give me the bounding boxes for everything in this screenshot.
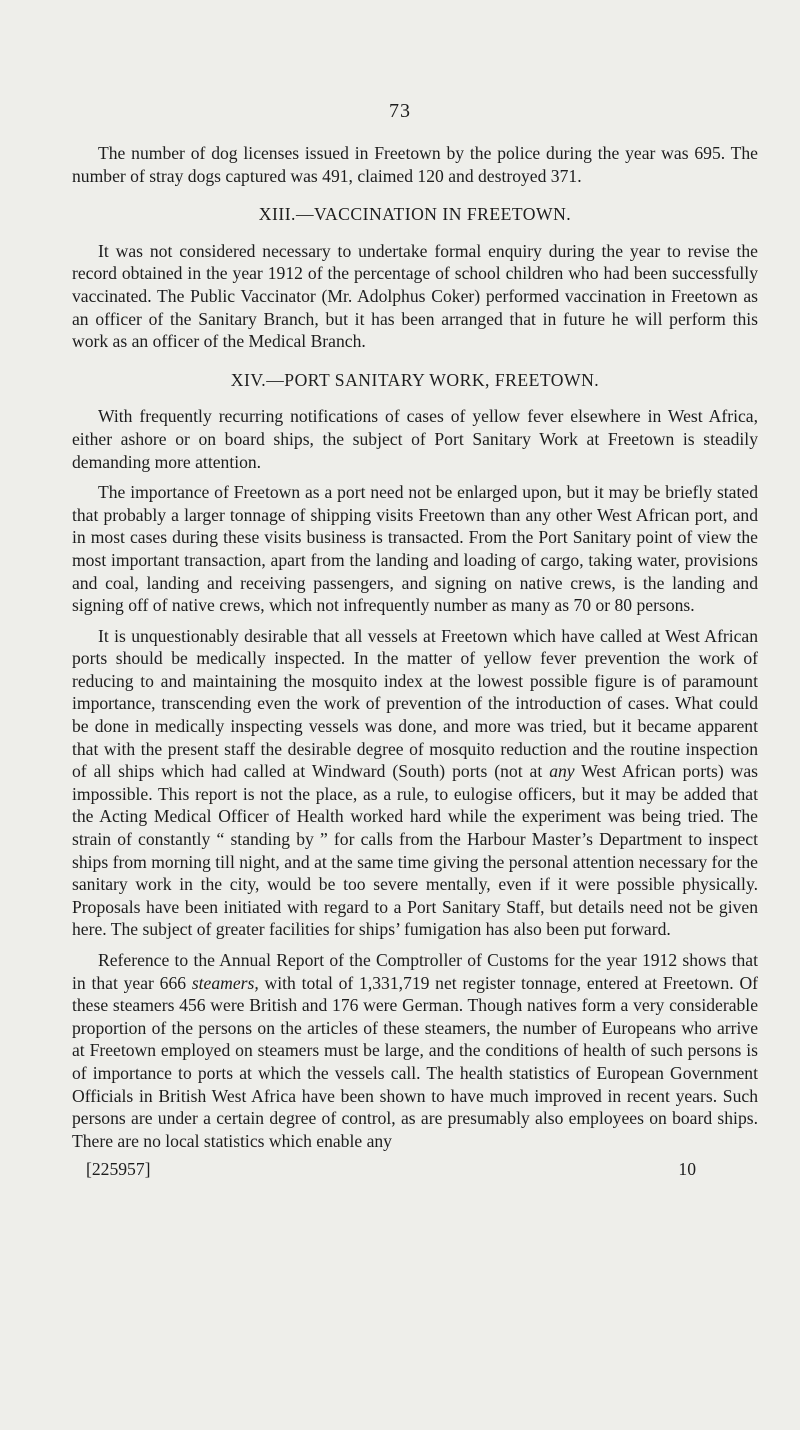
port-paragraph-4-part-a: Reference to the Annual Report of the Comptroller of Customs for the year 1912 shows that in that year 666	[72, 950, 758, 993]
intro-paragraph: The number of dog licenses issued in Freetown by the police during the year was 695. The number of stray dogs captured was 491, claimed 120 and destroyed 371.	[72, 143, 758, 186]
page-footer	[72, 1158, 758, 1181]
section-heading-port-sanitary: XIV.—PORT SANITARY WORK, FREETOWN.	[230, 369, 600, 390]
print-code: [225957]	[86, 1159, 151, 1180]
section-heading-vaccination: XIII.—VACCINATION IN FREETOWN.	[258, 204, 572, 225]
port-paragraph-4	[72, 949, 758, 1152]
page-number: 73	[389, 100, 411, 122]
port-paragraph-3-emphasis: any	[549, 761, 575, 782]
port-paragraph-4-part-b: with total of 1,331,719 net register tonnage, entered at Freetown. Of these steamers 456 were British and 176 were German. Though natives form a very considerable proportion of the persons on the articles of these steamers, the number of Europeans who arrive at Freetown employed on steamers must be large, and the conditions of health of such persons is of importance to ports at which the vessels call. The health statistics of European Government Officials in British West Africa have been shown to have much improved in recent years. Such persons are under a certain degree of control, as are presumably also employees on board ships. There are no local statistics which enable any	[72, 972, 759, 1151]
port-paragraph-3-part-b: West African ports) was impossible. This report is not the place, as a rule, to eulogise officers, but it may be added that the Acting Medical Officer of Health worked hard while the experiment was being tried. The strain of constantly “ standing by ” for calls from the Harbour Master’s Department to inspect ships from morning till night, and at the same time giving the personal attention necessary for the sanitary work in the city, would be too severe mentally, even if it were possible physically. Proposals have been initiated with regard to a Port Sanitary Staff, but details need not be given here. The subject of greater facilities for ships’ fumigation has also been put forward.	[72, 761, 758, 940]
signature-number: 10	[678, 1159, 696, 1180]
port-paragraph-4-emphasis: steamers,	[191, 972, 259, 993]
port-paragraph-2: The importance of Freetown as a port need not be enlarged upon, but it may be briefly stated that probably a larger tonnage of shipping visits Freetown than any other West African port, and in most cases during these visits business is transacted. From the Port Sanitary point of view the most important transaction, apart from the landing and loading of cargo, taking water, provisions and coal, landing and receiving passengers, and signing on native crews, is the landing and signing off of native crews, which not infrequently number as many as 70 or 80 persons.	[72, 482, 758, 616]
vaccination-paragraph: It was not considered necessary to undertake formal enquiry during the year to revise the record obtained in the year 1912 of the percentage of school children who had been successfully vaccinated. The Public Vaccinator (Mr. Adolphus Coker) performed vaccination in Freetown as an officer of the Sanitary Branch, but it has been arranged that in future he will perform this work as an officer of the Medical Branch.	[72, 240, 758, 352]
port-paragraph-3-part-a: It is unquestionably desirable that all vessels at Freetown which have called at West African ports should be medically inspected. In the matter of yellow fever prevention the work of reducing to and maintaining the mosquito index at the lowest possible figure is of paramount importance, transcending even the work of prevention of the introduction of cases. What could be done in medically inspecting vessels was done, and more was tried, but it became apparent that with the present staff the desirable degree of mosquito reduction and the routine inspection of all ships which had called at Windward (South) ports (not at	[72, 625, 758, 782]
document-body	[72, 142, 758, 1181]
port-paragraph-1: With frequently recurring notifications of cases of yellow fever elsewhere in West Africa, either ashore or on board ships, the subject of Port Sanitary Work at Freetown is steadily demanding more attention.	[72, 406, 758, 472]
port-paragraph-3	[72, 625, 758, 941]
